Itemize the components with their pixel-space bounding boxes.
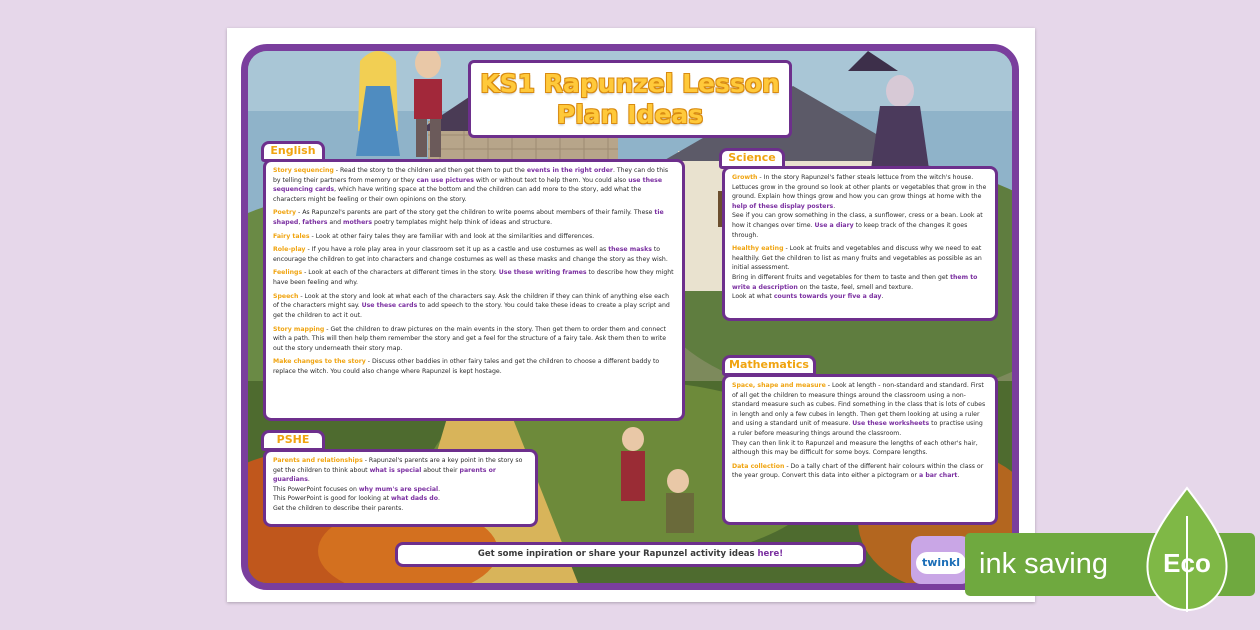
body-text: to practise using a ruler before measuring things around the classroom. bbox=[732, 420, 983, 438]
body-text: - Discuss other baddies in other fairy tales and get the children to choose a different baddy to replace the witch. You could also change where Rapunzel is kept hostage. bbox=[273, 358, 660, 375]
body-text: about their bbox=[421, 466, 460, 474]
body-text: . bbox=[881, 293, 884, 301]
english-section bbox=[263, 159, 685, 421]
keyword-heading: Parents and relationships bbox=[273, 457, 363, 464]
keyword-heading: Healthy eating bbox=[732, 245, 784, 253]
keyword-heading: Speech bbox=[273, 292, 299, 300]
banner-text: Get some inpiration or share your Rapunzel activity ideas bbox=[477, 549, 758, 559]
keyword-heading: Poetry bbox=[273, 209, 297, 217]
body-text: Look at what bbox=[732, 293, 774, 301]
body-text: - Read the story to the children and then get them to put the bbox=[333, 167, 527, 174]
body-text: - Look at length - non-standard and standard. First of all get the children to measure things around the classroom using a non-standard measure such as cubes. Find something in the class that is lots of cubes in length and only a few cubes in length. Then get them looking at using a ruler and using a standard unit of measure. bbox=[732, 382, 986, 428]
banner-link[interactable]: here! bbox=[757, 549, 784, 559]
english-paragraph bbox=[273, 245, 675, 264]
body-text: . They can do this by telling their partners from memory or they bbox=[273, 167, 669, 184]
keyword-heading: Data collection bbox=[732, 462, 785, 470]
title-line-2: Plan Ideas bbox=[556, 100, 704, 129]
resource-link[interactable]: use these sequencing cards bbox=[273, 176, 663, 194]
body-text: and bbox=[327, 219, 344, 227]
resource-link[interactable]: Use these cards bbox=[361, 302, 418, 310]
resource-link[interactable]: what dads do bbox=[391, 495, 438, 503]
body-text: poetry templates might help think of ideas and structure. bbox=[372, 219, 553, 227]
resource-link[interactable]: a bar chart bbox=[918, 472, 958, 480]
page-title bbox=[468, 60, 792, 138]
resource-link[interactable]: tie shaped bbox=[273, 209, 664, 227]
english-content bbox=[273, 166, 675, 377]
body-text: - In the story Rapunzel's father steals lettuce from the witch's house. Lettuces grow in the ground so look at other plants or vegetables that grow in the ground. Explain how things grow and how you can grow things at home with the bbox=[732, 174, 987, 201]
body-text: - Look at other fairy tales they are familiar with and look at the similarities and differences. bbox=[309, 232, 595, 240]
mathematics-paragraph bbox=[732, 462, 988, 481]
body-text: This PowerPoint is good for looking at bbox=[273, 495, 392, 503]
science-content bbox=[732, 173, 988, 302]
resource-link[interactable]: these masks bbox=[608, 246, 652, 254]
resource-link[interactable]: mothers bbox=[343, 219, 373, 227]
body-text: , bbox=[298, 219, 303, 227]
english-paragraph bbox=[273, 208, 675, 227]
resource-link[interactable]: can use pictures bbox=[416, 176, 474, 184]
title-line-1: KS1 Rapunzel Lesson bbox=[480, 69, 780, 98]
body-text: to encourage the children to get into characters and change costumes as well as these masks and change the story as they wish. bbox=[273, 246, 668, 263]
body-text: This PowerPoint focuses on bbox=[273, 485, 359, 493]
english-paragraph bbox=[273, 166, 675, 204]
resource-link[interactable]: help of these display posters bbox=[732, 202, 834, 210]
body-text: Bring in different fruits and vegetables for them to taste and then get bbox=[732, 274, 951, 282]
science-section bbox=[722, 166, 998, 321]
body-text: . bbox=[957, 472, 960, 480]
english-paragraph bbox=[273, 232, 675, 242]
tab-english: English bbox=[261, 141, 325, 162]
resource-link[interactable]: parents or guardians bbox=[273, 466, 496, 484]
keyword-heading: Make changes to the story bbox=[273, 358, 366, 366]
tab-science: Science bbox=[719, 148, 785, 169]
body-text: Get the children to describe their parents. bbox=[273, 505, 404, 513]
pshe-content bbox=[273, 456, 528, 514]
resource-link[interactable]: Use these worksheets bbox=[852, 420, 930, 428]
twinkl-logo: twinkl bbox=[916, 552, 966, 574]
keyword-heading: Feelings bbox=[273, 269, 303, 277]
keyword-heading: Story sequencing bbox=[273, 167, 334, 174]
body-text: . bbox=[307, 476, 310, 484]
body-text: - Look at fruits and vegetables and discuss why we need to eat healthily. Get the children to list as many fruits and vegetables as possible as an initial assessment. bbox=[732, 245, 982, 272]
body-text: . bbox=[833, 202, 836, 210]
body-text: to describe how they might have been feeling and why. bbox=[273, 269, 674, 287]
rapunzel-figure bbox=[356, 51, 400, 156]
resource-link[interactable]: Use these writing frames bbox=[498, 269, 587, 277]
body-text: - As Rapunzel's parents are part of the story get the children to write poems about members of their family. These bbox=[296, 209, 655, 217]
tab-mathematics: Mathematics bbox=[722, 355, 816, 376]
english-paragraph bbox=[273, 268, 675, 287]
english-paragraph bbox=[273, 357, 675, 376]
resource-link[interactable]: why mum's are special bbox=[358, 485, 439, 493]
english-paragraph bbox=[273, 292, 675, 321]
body-text: - If you have a role play area in your classroom set it up as a castle and use costumes as well as bbox=[305, 246, 609, 254]
pshe-paragraph bbox=[273, 456, 528, 514]
eco-leaf-label: Eco bbox=[1163, 548, 1211, 578]
body-text: , which have writing space at the bottom and the children can add more to the story, add what the characters might be feeling or their own opinions on the story. bbox=[273, 186, 642, 203]
mathematics-section bbox=[722, 374, 998, 525]
keyword-heading: Space, shape and measure bbox=[732, 382, 826, 389]
eco-badge-text: ink saving bbox=[979, 548, 1108, 580]
body-text: . bbox=[438, 495, 440, 503]
body-text: - Get the children to draw pictures on the main events in the story. Then get them to order them and connect with a path. This will then help them remember the story and get a feel for the structure of a fairy tale. Ask them then to write out the story underneath their story map. bbox=[273, 325, 667, 352]
science-paragraph bbox=[732, 173, 988, 240]
body-text: with or without text to help them. You could also bbox=[473, 176, 629, 184]
body-text: . bbox=[438, 485, 441, 493]
body-text: They can then link it to Rapunzel and measure the lengths of each other's hair, although this may be difficult for some boys. Compare lengths. bbox=[732, 439, 978, 457]
body-text: - Rapunzel's parents are a key point in the story so get the children to think about bbox=[273, 457, 523, 474]
eco-leaf-icon bbox=[1142, 486, 1232, 614]
english-paragraph bbox=[273, 325, 675, 354]
resource-link[interactable]: fathers bbox=[302, 219, 328, 227]
resource-link[interactable]: what is special bbox=[369, 466, 422, 474]
body-text: to add speech to the story. You could take these ideas to create a play script and get the children to act it out. bbox=[273, 302, 670, 319]
body-text: to keep track of the changes it goes through. bbox=[732, 222, 968, 239]
resource-link[interactable]: Use a diary bbox=[814, 222, 854, 230]
body-text: See if you can grow something in the class, a sunflower, cress or a bean. Look at how it changes over time. bbox=[732, 212, 983, 230]
mathematics-paragraph bbox=[732, 381, 988, 458]
body-text: - Look at each of the characters at different times in the story. bbox=[302, 269, 499, 277]
resource-link[interactable]: events in the right order bbox=[526, 167, 613, 174]
mathematics-content bbox=[732, 381, 988, 481]
body-text: - Look at the story and look at what each of the characters say. Ask the children if they can think of anything else each of the characters might say. bbox=[273, 292, 670, 310]
resource-link[interactable]: counts towards your five a day bbox=[773, 293, 882, 301]
body-text: - Do a tally chart of the different hair colours within the class or the year group. Convert this data into either a pictogram or bbox=[732, 462, 984, 480]
resource-link[interactable]: them to write a description bbox=[732, 274, 978, 291]
father-figure bbox=[621, 427, 645, 501]
keyword-heading: Fairy tales bbox=[273, 232, 310, 240]
tab-pshe: PSHE bbox=[261, 430, 325, 451]
pshe-section bbox=[263, 449, 538, 527]
share-banner bbox=[395, 542, 866, 567]
science-paragraph bbox=[732, 244, 988, 302]
keyword-heading: Role-play bbox=[273, 246, 306, 254]
body-text: on the taste, feel, smell and texture. bbox=[797, 283, 914, 291]
keyword-heading: Story mapping bbox=[273, 325, 325, 333]
keyword-heading: Growth bbox=[732, 174, 758, 181]
